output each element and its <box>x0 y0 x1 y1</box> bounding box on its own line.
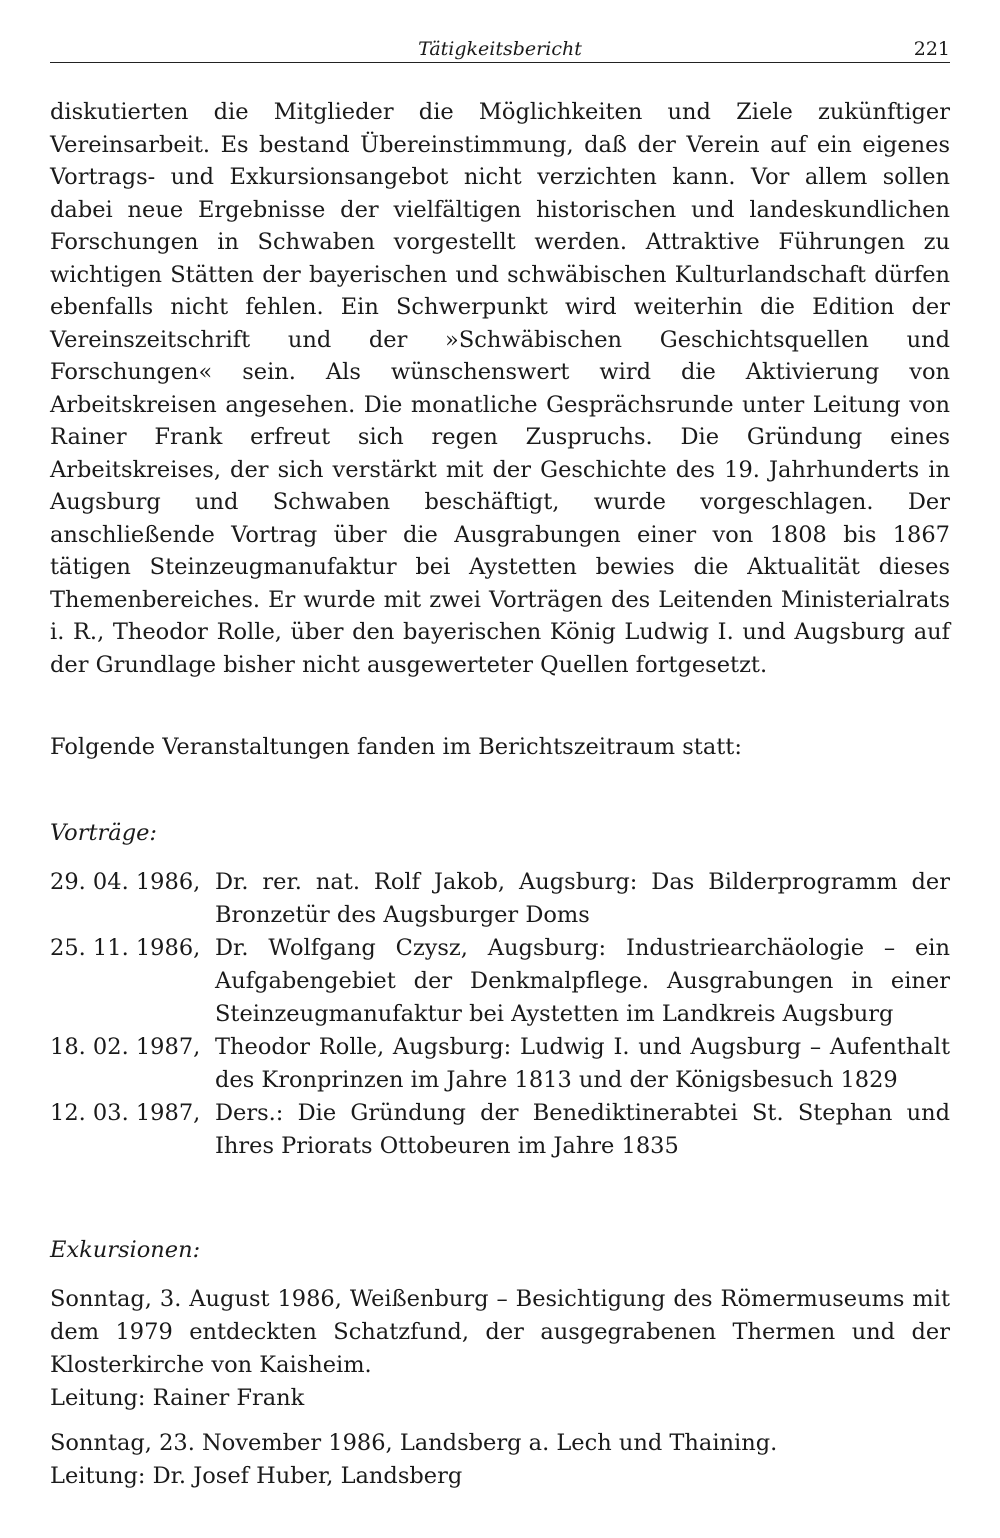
excursion-entry <box>50 1427 950 1493</box>
lecture-entry <box>50 866 950 932</box>
lecture-entry <box>50 932 950 1031</box>
excursion-leader: Leitung: Dr. Josef Huber, Landsberg <box>50 1463 463 1489</box>
lecture-date: 25. 11. 1986, <box>50 935 201 961</box>
intro-paragraph: diskutierten die Mitglieder die Möglichkeiten und Ziele zukünftiger Vereinsarbeit. Es bestand Übereinstimmung, daß der Verein auf ein eigenes Vortrags- und Exkursionsangebot nicht verzichten kann. Vor allem sollen dabei neue Ergebnisse der vielfältigen historischen und landeskundlichen Forschungen in Schwaben vorgestellt werden. Attraktive Führungen zu wichtigen Stätten der bayerischen und schwäbischen Kulturlandschaft dürfen ebenfalls nicht fehlen. Ein Schwerpunkt wird weiterhin die Edition der Vereinszeitschrift und der »Schwäbischen Geschichtsquellen und Forschungen« sein. Als wünschenswert wird die Aktivierung von Arbeitskreisen angesehen. Die monatliche Gesprächsrunde unter Leitung von Rainer Frank erfreut sich regen Zuspruchs. Die Gründung eines Arbeitskreises, der sich verstärkt mit der Geschichte des 19. Jahrhunderts in Augsburg und Schwaben beschäftigt, wurde vorgeschlagen. Der anschließende Vortrag über die Ausgrabungen einer von 1808 bis 1867 tätigen Steinzeugmanufaktur bei Aystetten bewies die Aktualität dieses Themenbereiches. Er wurde mit zwei Vorträgen des Leitenden Ministerialrats i. R., Theodor Rolle, über den bayerischen König Ludwig I. und Augsburg auf der Grundlage bisher nicht ausgewerteter Quellen fortgesetzt. <box>50 99 950 678</box>
excursion-description: Sonntag, 3. August 1986, Weißenburg – Besichtigung des Römermuseums mit dem 1979 entdeckten Schatzfund, der ausgegrabenen Thermen und der Klosterkirche von Kaisheim. <box>50 1286 950 1378</box>
lecture-text: Theodor Rolle, Augsburg: Ludwig I. und Augsburg – Aufenthalt des Kronprinzen im Jahre 1813 und der Königsbesuch 1829 <box>215 1034 950 1093</box>
lectures-heading: Vorträge: <box>50 820 157 846</box>
running-title: Tätigkeitsbericht <box>418 38 582 60</box>
lecture-text: Ders.: Die Gründung der Benediktinerabtei St. Stephan und Ihres Priorats Ottobeuren im Jahre 1835 <box>215 1100 950 1159</box>
running-header <box>50 36 950 63</box>
lecture-text: Dr. Wolfgang Czysz, Augsburg: Industriearchäologie – ein Aufgabengebiet der Denkmalpflege. Ausgrabungen in einer Steinzeugmanufaktur bei Aystetten im Landkreis Augsburg <box>215 935 950 1027</box>
excursions-list <box>50 1283 950 1505</box>
excursion-leader: Leitung: Rainer Frank <box>50 1385 305 1411</box>
lecture-entry <box>50 1031 950 1097</box>
excursion-description: Sonntag, 23. November 1986, Landsberg a. Lech und Thaining. <box>50 1430 778 1456</box>
lecture-date: 29. 04. 1986, <box>50 869 201 895</box>
page-number: 221 <box>913 38 950 60</box>
lecture-entry <box>50 1097 950 1163</box>
excursions-heading: Exkursionen: <box>50 1237 201 1263</box>
lecture-text: Dr. rer. nat. Rolf Jakob, Augsburg: Das Bilderprogramm der Bronzetür des Augsburger Doms <box>215 869 950 928</box>
lectures-list <box>50 866 950 1163</box>
lecture-date: 18. 02. 1987, <box>50 1034 201 1060</box>
excursion-entry <box>50 1283 950 1415</box>
events-intro: Folgende Veranstaltungen fanden im Berichtszeitraum statt: <box>50 734 742 760</box>
lecture-date: 12. 03. 1987, <box>50 1100 201 1126</box>
